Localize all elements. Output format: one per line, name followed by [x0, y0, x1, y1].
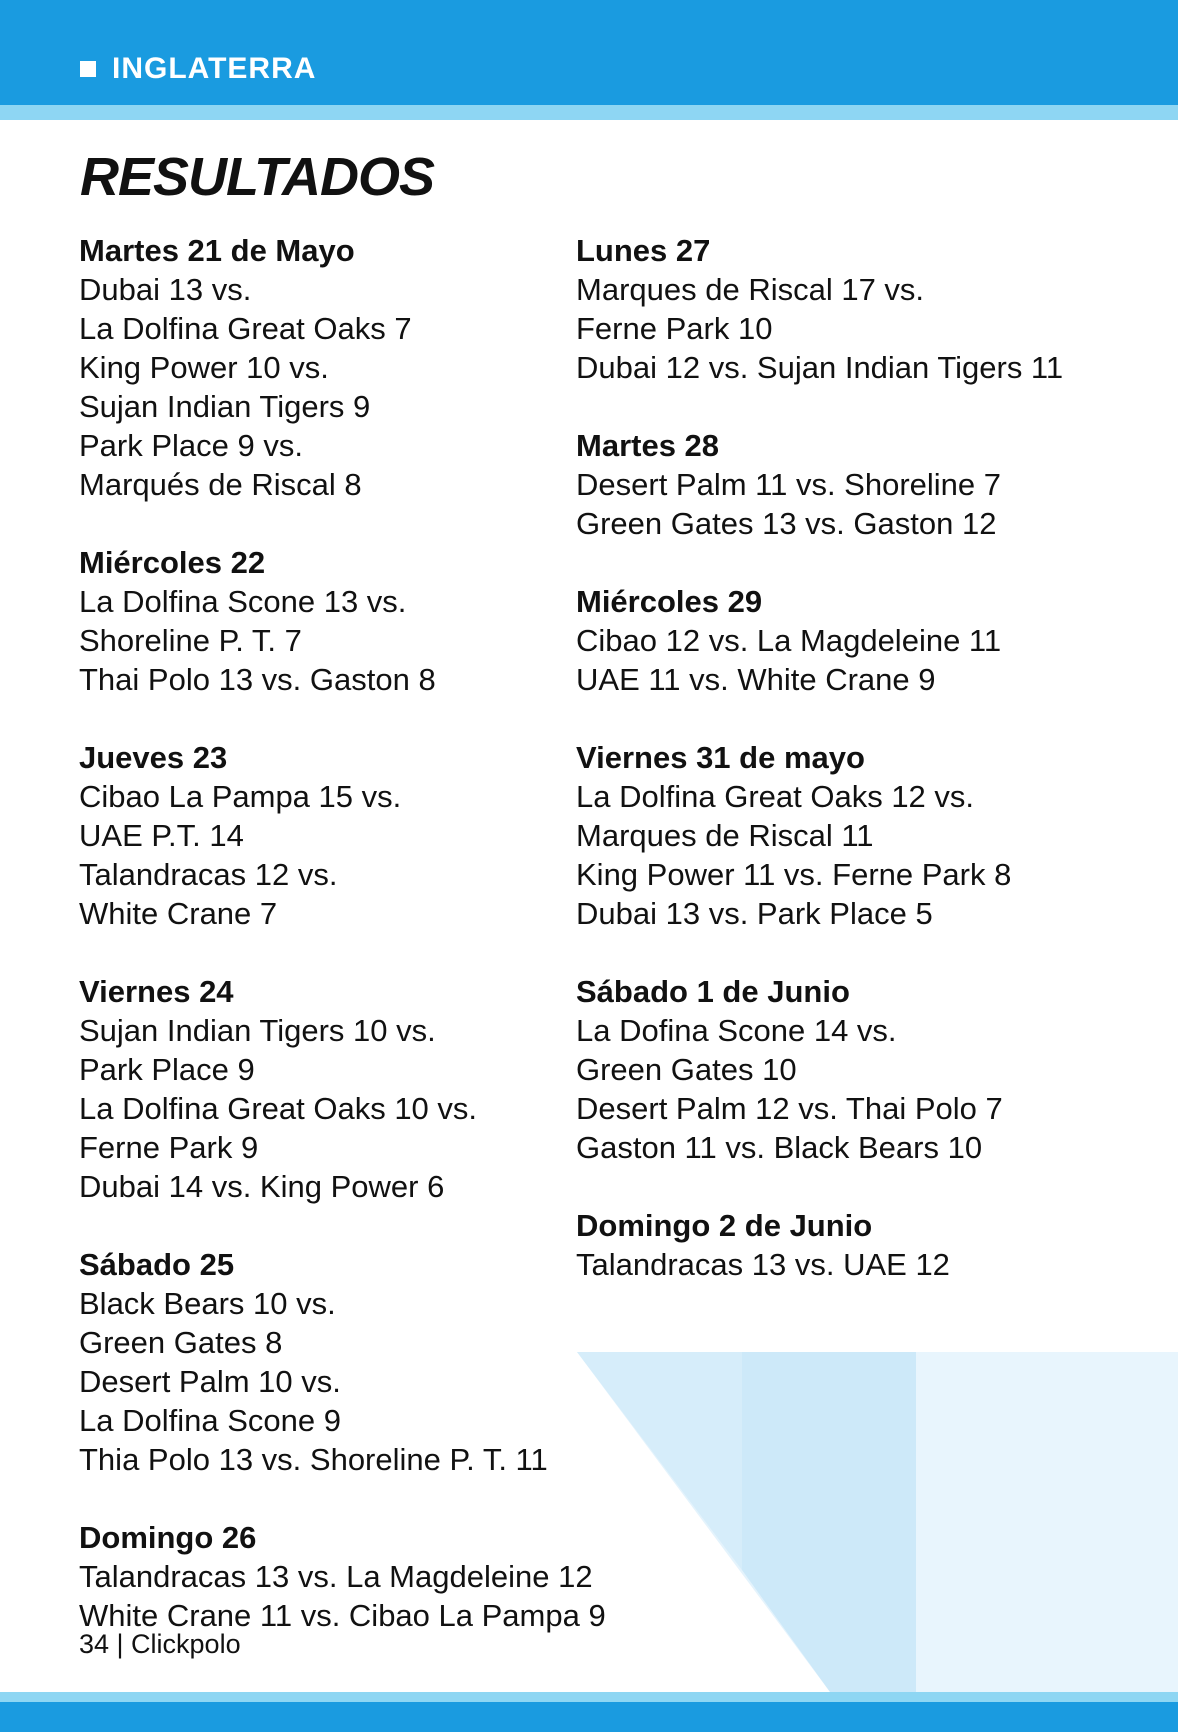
- day-block: [79, 231, 619, 504]
- footer-accent-stripe: [0, 1692, 1178, 1702]
- day-block: [576, 426, 1136, 543]
- footer-bar: [0, 1702, 1178, 1732]
- match-result: Park Place 9 vs.: [79, 428, 303, 463]
- day-title: Miércoles 22: [79, 545, 266, 580]
- day-block: [576, 1206, 1136, 1284]
- day-block: [79, 1518, 619, 1635]
- day-block: [79, 972, 619, 1206]
- day-block: [79, 1245, 619, 1479]
- results-left-column: [79, 231, 619, 1674]
- match-result: Cibao 12 vs. La Magdeleine 11: [576, 623, 1002, 658]
- day-block: [576, 231, 1136, 387]
- match-result: Desert Palm 10 vs.: [79, 1364, 341, 1399]
- match-result: Shoreline P. T. 7: [79, 623, 302, 658]
- match-result: Desert Palm 11 vs. Shoreline 7: [576, 467, 1002, 502]
- match-result: Sujan Indian Tigers 9: [79, 389, 371, 424]
- match-result: Dubai 13 vs.: [79, 272, 252, 307]
- match-result: Ferne Park 10: [576, 311, 773, 346]
- match-result: Talandracas 13 vs. La Magdeleine 12: [79, 1559, 593, 1594]
- day-title: Miércoles 29: [576, 584, 763, 619]
- page-footer: 34 | Clickpolo: [79, 1629, 241, 1659]
- day-title: Viernes 31 de mayo: [576, 740, 865, 775]
- match-result: La Dolfina Great Oaks 7: [79, 311, 412, 346]
- match-result: Thia Polo 13 vs. Shoreline P. T. 11: [79, 1442, 548, 1477]
- section-label: INGLATERRA: [112, 52, 317, 85]
- day-title: Lunes 27: [576, 233, 711, 268]
- day-block: [576, 738, 1136, 933]
- day-title: Domingo 2 de Junio: [576, 1208, 873, 1243]
- match-result: La Dolfina Great Oaks 10 vs.: [79, 1091, 478, 1126]
- match-result: UAE 11 vs. White Crane 9: [576, 662, 936, 697]
- day-block: [576, 582, 1136, 699]
- match-result: Talandracas 12 vs.: [79, 857, 338, 892]
- deco-panel-light: [916, 1352, 1178, 1692]
- match-result: Marques de Riscal 11: [576, 818, 874, 853]
- match-result: UAE P.T. 14: [79, 818, 244, 853]
- section-square-icon: [80, 61, 96, 77]
- match-result: La Dolfina Great Oaks 12 vs.: [576, 779, 975, 814]
- day-block: [79, 543, 619, 699]
- match-result: Marqués de Riscal 8: [79, 467, 362, 502]
- header-accent-stripe: [0, 105, 1178, 120]
- deco-panel-mid: [742, 1352, 916, 1692]
- day-title: Domingo 26: [79, 1520, 257, 1555]
- match-result: La Dolfina Scone 13 vs.: [79, 584, 407, 619]
- match-result: Desert Palm 12 vs. Thai Polo 7: [576, 1091, 1003, 1126]
- match-result: Black Bears 10 vs.: [79, 1286, 336, 1321]
- match-result: Dubai 13 vs. Park Place 5: [576, 896, 933, 931]
- match-result: Cibao La Pampa 15 vs.: [79, 779, 402, 814]
- match-result: Dubai 12 vs. Sujan Indian Tigers 11: [576, 350, 1064, 385]
- match-result: Sujan Indian Tigers 10 vs.: [79, 1013, 436, 1048]
- match-result: Ferne Park 9: [79, 1130, 259, 1165]
- day-title: Sábado 1 de Junio: [576, 974, 850, 1009]
- day-block: [79, 738, 619, 933]
- match-result: La Dofina Scone 14 vs.: [576, 1013, 897, 1048]
- match-result: Green Gates 8: [79, 1325, 283, 1360]
- day-title: Viernes 24: [79, 974, 234, 1009]
- match-result: Park Place 9: [79, 1052, 255, 1087]
- page-title: RESULTADOS: [80, 147, 434, 207]
- match-result: King Power 11 vs. Ferne Park 8: [576, 857, 1012, 892]
- match-result: King Power 10 vs.: [79, 350, 329, 385]
- day-title: Sábado 25: [79, 1247, 235, 1282]
- match-result: Thai Polo 13 vs. Gaston 8: [79, 662, 436, 697]
- day-title: Jueves 23: [79, 740, 228, 775]
- match-result: White Crane 11 vs. Cibao La Pampa 9: [79, 1598, 606, 1633]
- day-title: Martes 21 de Mayo: [79, 233, 355, 268]
- day-title: Martes 28: [576, 428, 720, 463]
- match-result: Talandracas 13 vs. UAE 12: [576, 1247, 950, 1282]
- match-result: Gaston 11 vs. Black Bears 10: [576, 1130, 983, 1165]
- day-block: [576, 972, 1136, 1167]
- match-result: Marques de Riscal 17 vs.: [576, 272, 925, 307]
- match-result: Green Gates 13 vs. Gaston 12: [576, 506, 997, 541]
- match-result: White Crane 7: [79, 896, 278, 931]
- match-result: Green Gates 10: [576, 1052, 797, 1087]
- match-result: La Dolfina Scone 9: [79, 1403, 341, 1438]
- results-right-column: [576, 231, 1136, 1323]
- match-result: Dubai 14 vs. King Power 6: [79, 1169, 445, 1204]
